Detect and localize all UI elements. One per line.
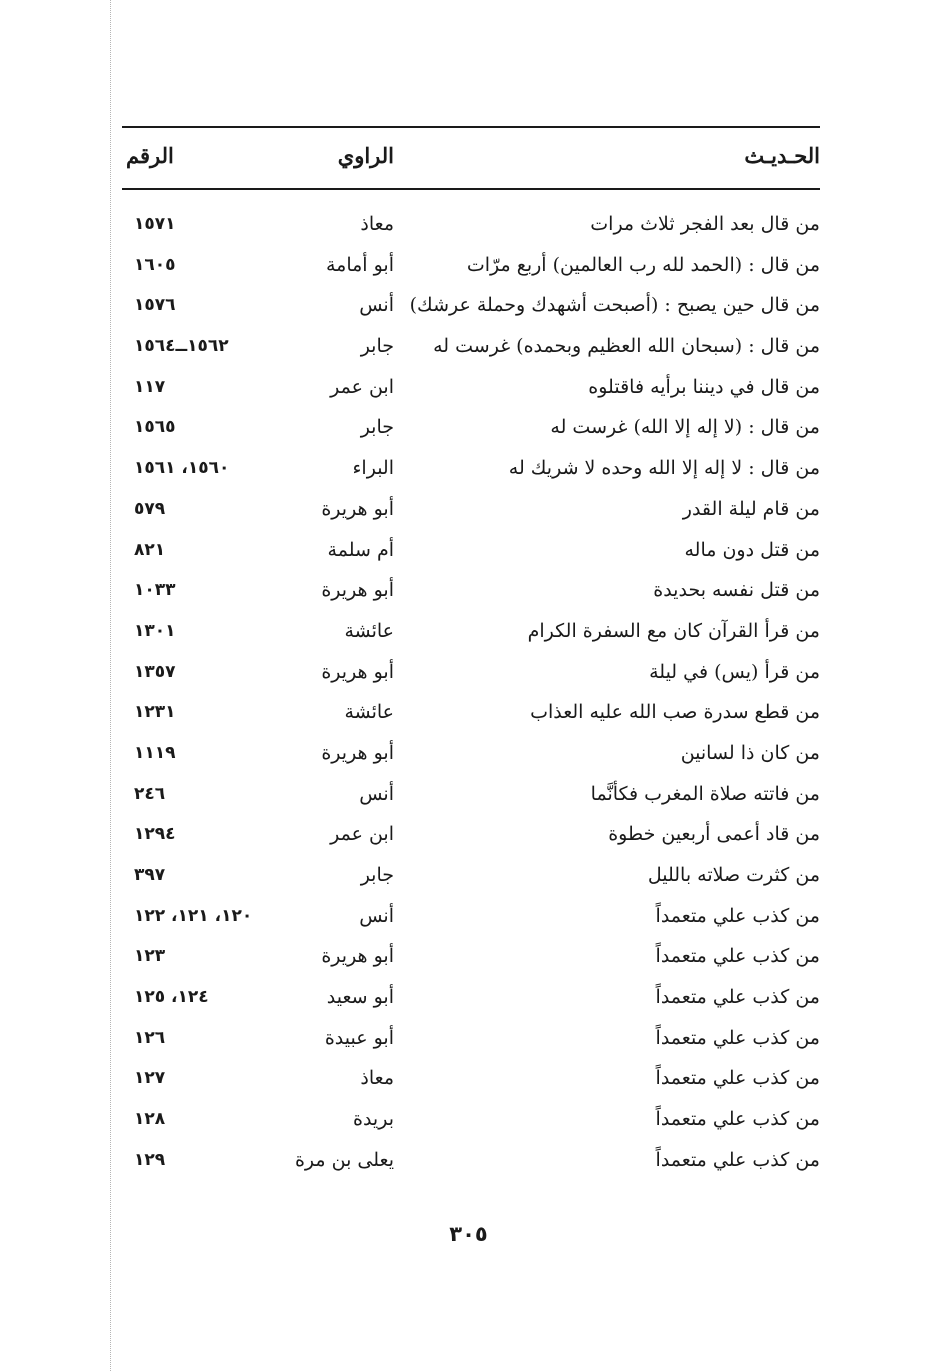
hadith-text: من قتل دون ماله: [684, 538, 820, 561]
header-number: الرقم: [126, 143, 174, 168]
hadith-text: من كذب علي متعمداً: [655, 945, 820, 968]
table-row: [122, 613, 820, 654]
hadith-text: من قال : (لا إله إلا الله) غرست له: [550, 416, 820, 439]
narrator-name: أبو هريرة: [321, 660, 394, 683]
hadith-number: ١٢٩٤: [134, 824, 176, 845]
hadith-number: ١٢٦: [134, 1027, 166, 1048]
table-row: [122, 409, 820, 450]
hadith-text: من قال في ديننا برأيه فاقتلوه: [588, 375, 820, 398]
hadith-index-table: [122, 126, 820, 1183]
narrator-name: أنس: [359, 782, 394, 805]
table-row: [122, 369, 820, 410]
table-row: [122, 247, 820, 288]
hadith-number: ١٢٠، ١٢١، ١٢٢: [134, 905, 253, 926]
hadith-text: من قرأ القرآن كان مع السفرة الكرام: [527, 619, 820, 642]
narrator-name: أنس: [359, 294, 394, 317]
table-row: [122, 898, 820, 939]
hadith-text: من قال بعد الفجر ثلاث مرات: [590, 213, 820, 235]
table-row: [122, 857, 820, 898]
hadith-number: ١٥٧١: [134, 214, 176, 234]
hadith-text: من كذب علي متعمداً: [655, 1108, 820, 1131]
narrator-name: معاذ: [360, 213, 394, 235]
hadith-text: من قرأ (يس) في ليلة: [649, 660, 820, 683]
page-number: ٣٠٥: [449, 1222, 488, 1246]
hadith-text: من قام ليلة القدر: [682, 497, 820, 520]
hadith-text: من قال : (الحمد لله رب العالمين) أربع مرّات: [466, 253, 820, 276]
hadith-text: من كذب علي متعمداً: [655, 1026, 820, 1049]
hadith-number: ٣٩٧: [134, 865, 166, 885]
table-row: [122, 1020, 820, 1061]
table-row: [122, 735, 820, 776]
hadith-number: ٥٧٩: [134, 498, 166, 519]
table-row: [122, 694, 820, 735]
hadith-number: ٨٢١: [134, 539, 166, 560]
narrator-name: عائشة: [344, 619, 394, 642]
narrator-name: جابر: [360, 335, 394, 358]
hadith-text: من قال : لا إله إلا الله وحده لا شريك له: [508, 457, 820, 480]
narrator-name: ابن عمر: [330, 375, 394, 398]
hadith-number: ١٣٥٧: [134, 661, 176, 682]
narrator-name: جابر: [360, 864, 394, 886]
narrator-name: ابن عمر: [330, 823, 394, 846]
table-row: [122, 450, 820, 491]
table-row: [122, 287, 820, 328]
narrator-name: أبو هريرة: [321, 741, 394, 764]
hadith-number: ١٢٤، ١٢٥: [134, 987, 209, 1008]
table-row: [122, 532, 820, 573]
hadith-number: ١٠٣٣: [134, 580, 176, 601]
narrator-name: بريدة: [353, 1108, 394, 1131]
table-row: [122, 938, 820, 979]
hadith-number: ١١١٩: [134, 742, 176, 763]
narrator-name: معاذ: [360, 1067, 394, 1090]
narrator-name: أبو هريرة: [321, 497, 394, 520]
hadith-number: ١٥٦٠، ١٥٦١: [134, 458, 230, 479]
hadith-number: ١٦٠٥: [134, 254, 176, 275]
hadith-text: من كذب علي متعمداً: [655, 1148, 820, 1171]
table-row: [122, 776, 820, 817]
hadith-text: من كذب علي متعمداً: [655, 904, 820, 927]
hadith-number: ١٢٣١: [134, 702, 176, 723]
narrator-name: جابر: [360, 416, 394, 439]
narrator-name: أبو هريرة: [321, 579, 394, 602]
hadith-text: من قال : (سبحان الله العظيم وبحمده) غرست له: [433, 335, 820, 358]
header-hadith: الحـديـث: [744, 143, 820, 168]
narrator-name: يعلى بن مرة: [294, 1148, 394, 1171]
table-row: [122, 1060, 820, 1101]
hadith-text: من كثرت صلاته بالليل: [647, 864, 820, 886]
hadith-text: من كذب علي متعمداً: [655, 1067, 820, 1090]
table-row: [122, 328, 820, 369]
table-row: [122, 491, 820, 532]
table-row: [122, 1142, 820, 1183]
table-row: [122, 572, 820, 613]
table-body: [122, 190, 820, 1183]
hadith-text: من فاتته صلاة المغرب فكأنَّما: [590, 782, 820, 805]
hadith-text: من قال حين يصبح : (أصبحت أشهدك وحملة عرشك): [409, 294, 820, 317]
narrator-name: البراء: [352, 457, 394, 480]
hadith-number: ١٢٣: [134, 946, 166, 967]
narrator-name: أبو عبيدة: [324, 1026, 394, 1049]
header-narrator: الراوي: [337, 143, 394, 168]
hadith-number: ١٢٨: [134, 1109, 166, 1130]
hadith-number: ١٥٧٦: [134, 295, 176, 316]
table-row: [122, 654, 820, 695]
hadith-number: ٢٤٦: [134, 783, 166, 804]
hadith-number: ١٣٠١: [134, 620, 176, 641]
scan-edge-line: [110, 0, 111, 1371]
table-row: [122, 816, 820, 857]
hadith-text: من قتل نفسه بحديدة: [653, 579, 820, 602]
hadith-text: من قطع سدرة صب الله عليه العذاب: [530, 701, 820, 724]
hadith-number: ١٥٦٢ــ١٥٦٤: [134, 336, 229, 357]
narrator-name: أبو سعيد: [326, 986, 394, 1009]
narrator-name: أبو هريرة: [321, 945, 394, 968]
table-row: [122, 1101, 820, 1142]
narrator-name: أبو أمامة: [325, 253, 394, 276]
hadith-text: من كان ذا لسانين: [680, 741, 820, 764]
narrator-name: أم سلمة: [327, 538, 394, 561]
table-row: [122, 979, 820, 1020]
table-row: [122, 206, 820, 247]
hadith-number: ١٥٦٥: [134, 417, 176, 438]
hadith-number: ١٢٩: [134, 1149, 166, 1170]
table-header: [122, 128, 820, 188]
hadith-text: من قاد أعمى أربعين خطوة: [608, 823, 820, 846]
hadith-number: ١٢٧: [134, 1068, 166, 1089]
narrator-name: عائشة: [344, 701, 394, 724]
hadith-number: ١١٧: [134, 376, 166, 397]
narrator-name: أنس: [359, 904, 394, 927]
hadith-text: من كذب علي متعمداً: [655, 986, 820, 1009]
